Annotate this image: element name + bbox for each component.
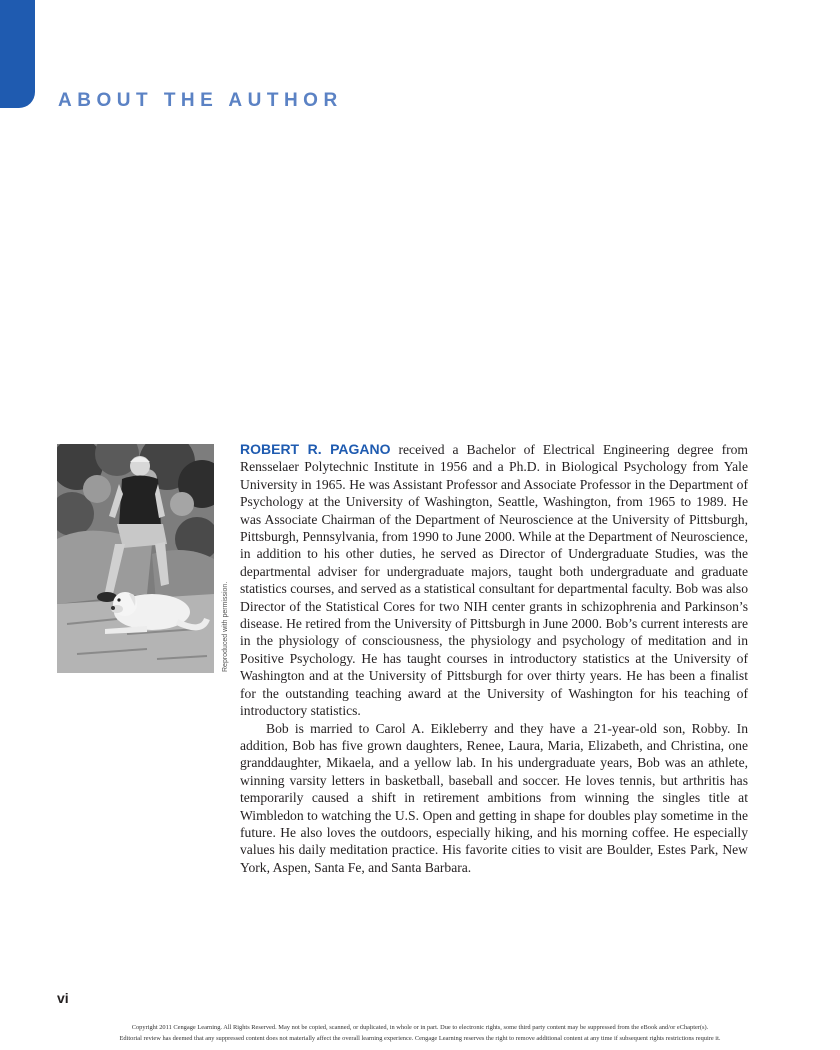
section-title: ABOUT THE AUTHOR: [58, 90, 343, 111]
bio-paragraph-1: [240, 441, 748, 720]
photo-credit: Reproduced with permission.: [222, 581, 229, 672]
copyright-notice: [0, 1022, 840, 1044]
author-photo: [57, 444, 214, 673]
page-number: vi: [57, 990, 69, 1006]
bio-paragraph-2: Bob is married to Carol A. Eikleberry and they have a 21-year-old son, Robby. In addition, Bob has five grown daughters, Renee, Laura, Maria, Elizabeth, and Christina, one granddaughter, Mikaela, and a yellow lab. In his undergraduate years, Bob was an athlete, winning varsity letters in basketball, baseball and soccer. He loves tennis, but arthritis has temporarily caused a shift in retirement ambitions from winning the singles title at Wimbledon to watching the U.S. Open and getting in shape for doubles play sometime in the future. He also loves the outdoors, especially hiking, and his morning coffee. He especially values his daily meditation practice. His favorite cities to visit are Boulder, Estes Park, New York, Aspen, Santa Fe, and Santa Barbara.: [240, 720, 748, 875]
bio-paragraph-1-text: received a Bachelor of Electrical Engineering degree from Rensselaer Polytechnic Institute in 1956 and a Ph.D. in Biological Psychology from Yale University in 1965. He was Assistant Professor and Associate Professor in the Department of Psychology at the University of Washington, Seattle, Washington, from 1965 to 1989. He was Associate Chairman of the Department of Neuroscience at the University of Pittsburgh, Pittsburgh, Pennsylvania, from 1990 to June 2000. While at the Department of Neuroscience, in addition to his other duties, he served as Director of Undergraduate Studies, was the departmental adviser for undergraduate majors, taught both undergraduate and graduate statistics courses, and served as a statistical consultant for departmental faculty. Bob was also Director of the Statistical Cores for two NIH center grants in schizophrenia and Parkinson’s disease. He retired from the University of Pittsburgh in June 2000. Bob’s current interests are in the physiology of consciousness, the physiology and psychology of meditation and in Positive Psychology. He has taught courses in introductory statistics at the University of Washington and at the University of Pittsburgh for over thirty years. He has been a finalist for the outstanding teaching award at the University of Washington for his teaching of introductory statistics.: [240, 442, 748, 719]
author-bio: [240, 441, 748, 876]
author-name: ROBERT R. PAGANO: [240, 441, 391, 457]
copyright-line-2: Editorial review has deemed that any suppressed content does not materially affect the overall learning experience. Cengage Learning reserves the right to remove additional content at any time if subsequent rights restrictions require it.: [119, 1035, 721, 1042]
author-photo-with-dog-icon: [57, 444, 214, 673]
copyright-line-1: Copyright 2011 Cengage Learning. All Rights Reserved. May not be copied, scanned, or duplicated, in whole or in part. Due to electronic rights, some third party content may be suppressed from the eBook and/or eChapter(s).: [131, 1024, 709, 1031]
chapter-tab: [0, 0, 35, 108]
